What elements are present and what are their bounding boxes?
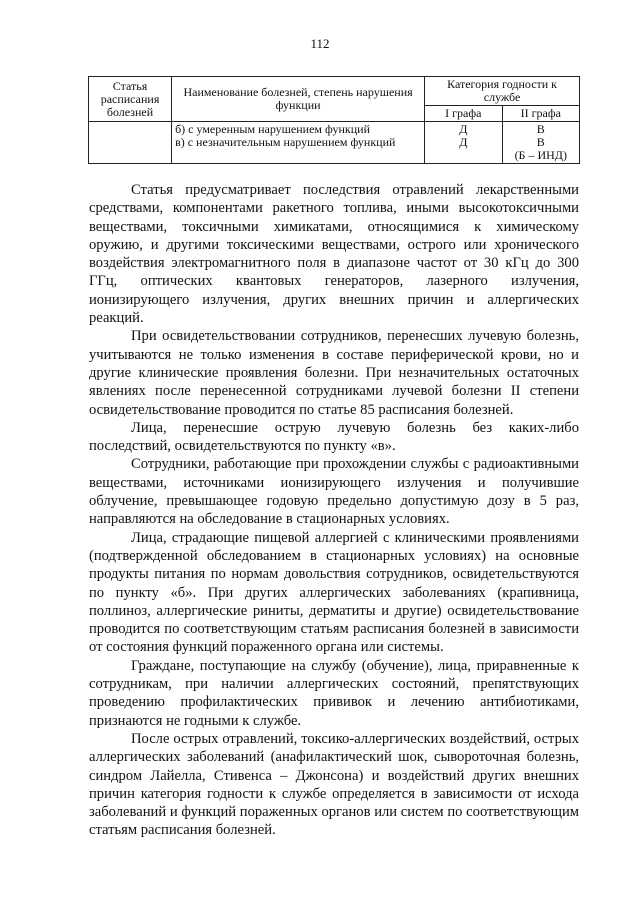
- header-disease: Наименование болезней, степень нарушения функции: [172, 77, 425, 122]
- header-column-1: I графа: [425, 106, 502, 122]
- article-cell: [89, 122, 172, 164]
- table-row: [89, 122, 580, 164]
- category-1-cell: [425, 122, 502, 164]
- header-column-2: II графа: [502, 106, 579, 122]
- row-v-g2-extra: (Б – ИНД): [514, 148, 567, 162]
- page-number: 112: [310, 36, 330, 51]
- disease-cell: [172, 122, 425, 164]
- body-text: [89, 181, 579, 840]
- paragraph: При освидетельствовании сотрудников, перенесших лучевую болезнь, учитываются не только изменения в составе периферической крови, но и другие клинические проявления болезни. При незначительных остаточных явлениях после перенесенной сотрудниками лучевой болезни II степени освидетельствование проводится по статье 85 расписания болезней.: [89, 328, 579, 418]
- row-b-text: б) с умеренным нарушением функций: [175, 122, 370, 136]
- paragraph: Статья предусматривает последствия отравлений лекарственными средствами, компонентами ракетного топлива, иными высокотоксичными веществами, токсичными химикатами, относящимися к химическому оружию, и другими токсическими веществами, острого или хронического воздействия электромагнитного поля в диапазоне частот от 30 кГц до 300 ГГц, оптических квантовых генераторов, лазерного излучения, ионизирующего излучения, других внешних причин и аллергических реакций.: [89, 182, 579, 327]
- category-2-cell: [502, 122, 579, 164]
- header-article: Статья расписания болезней: [89, 77, 172, 122]
- row-v-g1: Д: [459, 135, 468, 149]
- row-b-g2: В: [536, 122, 545, 136]
- row-v-g2: В: [536, 135, 545, 149]
- header-category: Категория годности к службе: [425, 77, 580, 106]
- row-b-g1: Д: [459, 122, 468, 136]
- paragraph: Граждане, поступающие на службу (обучение), лица, приравненные к сотрудникам, при наличии аллергических состояний, препятствующих проведению профилактических прививок и лечению антибиотиками, признаются не годными к службе.: [89, 657, 579, 729]
- paragraph: Сотрудники, работающие при прохождении службы с радиоактивными веществами, источниками ионизирующего излучения и получившие облучение, превышающее годовую предельно допустимую дозу в 5 раз, направляются на обследование в стационарных условиях.: [89, 456, 579, 528]
- row-v-text: в) с незначительным нарушением функций: [175, 135, 396, 149]
- table-header-row: [89, 77, 580, 106]
- paragraph: Лица, страдающие пищевой аллергией с клиническими проявлениями (подтвержденной обследованием в стационарных условиях) на основные продукты питания по нормам довольствия сотрудников, освидетельствуются по пункту «б». При других аллергических заболеваниях (крапивница, поллиноз, аллергические риниты, дерматиты и другие) освидетельствование проводится по соответствующим статьям расписания болезней в зависимости от состояния функций пораженного органа или системы.: [89, 529, 579, 656]
- paragraph: Лица, перенесшие острую лучевую болезнь без каких-либо последствий, освидетельствуются по пункту «в».: [89, 419, 579, 455]
- paragraph: После острых отравлений, токсико-аллергических воздействий, острых аллергических заболеваний (анафилактический шок, сывороточная болезнь, синдром Лайелла, Стивенса – Джонсона) и воздействий других внешних причин категория годности к службе определяется в зависимости от исхода заболеваний и функций пораженных органов или систем по соответствующим статьям расписания болезней.: [89, 730, 579, 839]
- disease-schedule-table: [88, 76, 580, 164]
